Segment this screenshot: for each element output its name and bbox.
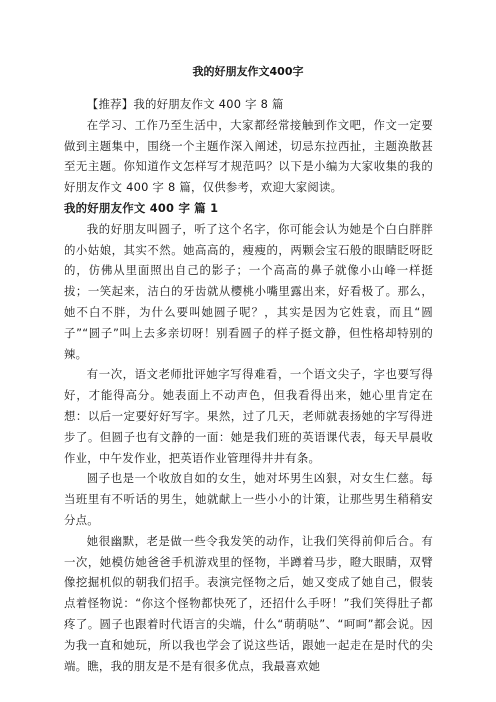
intro-paragraph: 在学习、工作乃至生活中，大家都经常接触到作文吧，作文一定要做到主题集中，围绕一个主题作深入阐述，切忌东拉西扯，主题涣散甚至无主题。你知道作文怎样写才规范吗？以下是小编为大家收集的我的好朋友作文 400 字 8 篇，仅供参考，欢迎大家阅读。 [64,117,433,195]
body-paragraph-2: 有一次，语文老师批评她字写得难看，一个语文尖子，字也要写得好，才能得高分。她表面上不动声色，但我看得出来，她心里肯定在想：以后一定要好好写字。果然，过了几天，老师就表扬她的字写得进步了。但圆子也有文静的一面：她是我们班的英语课代表，每天早晨收作业，中午发作业，把英语作业管理得井井有条。 [64,367,433,465]
section-heading: 我的好朋友作文 400 字 篇 1 [64,200,219,215]
body-paragraph-1: 我的好朋友叫圆子，听了这个名字，你可能会认为她是个白白胖胖的小姑娘，其实不然。她高高的，瘦瘦的，两颗会宝石般的眼睛眨呀眨的，仿佛从里面照出自己的影子；一个高高的鼻子就像小山峰一样挺拔；一笑起来，洁白的牙齿就从樱桃小嘴里露出来，好看极了。那么，她不白不胖，为什么要叫她圆子呢？，其实是因为它姓袁，而且“圆子”“圆子”叫上去多亲切呀！别看圆子的样子挺文静，但性格却特别的辣。 [64,221,433,361]
intro-line: 【推荐】我的好朋友作文 400 字 8 篇 [86,97,284,111]
document-title: 我的好朋友作文400字 [192,65,304,78]
document-body [64,94,433,676]
body-paragraph-4: 她很幽默，老是做一些令我发笑的动作，让我们笑得前仰后合。有一次，她模仿她爸爸手机游戏里的怪物，半蹲着马步，瞪大眼睛，双臂像挖掘机似的朝我们招手。表演完怪物之后，她又变成了她自己，假装点着怪物说：“你这个怪物都快死了，还招什么手呀！”我们笑得肚子都疼了。圆子也跟着时代语言的尖端，什么“萌萌哒”、“呵呵”都会说。因为我一直和她玩，所以我也学会了说这些话，跟她一起走在是时代的尖端。瞧，我的朋友是不是有很多优点，我最喜欢她 [64,533,433,673]
body-paragraph-3: 圆子也是一个收放自如的女生，她对坏男生凶狠，对女生仁慈。每当班里有不听话的男生，她就献上一些小小的计策，让那些男生稍稍安分点。 [64,471,433,527]
